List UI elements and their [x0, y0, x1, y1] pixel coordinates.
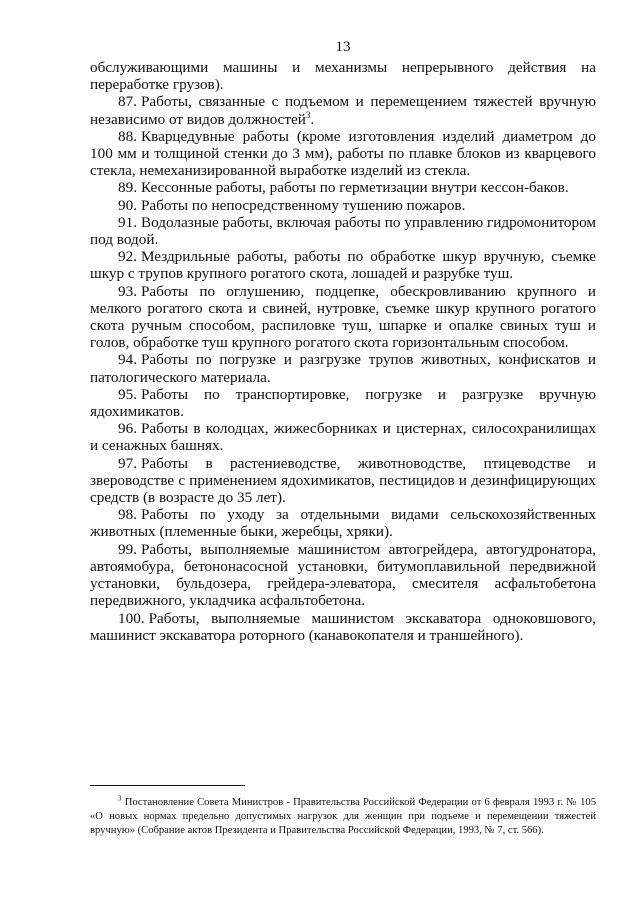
paragraph-90	[90, 197, 596, 214]
paragraph-text: Работы, выполняемые машинистом автогрейдера, автогудронатора, автоямобура, бетононасосной установки, битумоплавильной передвижной установки, бульдозера, грейдера-элеватора, смесителя асфальтобетона передвижного, укладчика асфальтобетона.	[90, 540, 596, 610]
paragraph-number: 90.	[118, 196, 137, 214]
document-body	[90, 59, 596, 644]
paragraph-text: Работы по оглушению, подцепке, обескровливанию крупного и мелкого рогатого скота и свиней, нутровке, съемке шкур крупного рогатого скота ручным способом, распиловке туш, шпарке и опалке свиных туш и голов, обработке туш крупного рогатого скота горизонтальным способом.	[90, 282, 596, 352]
paragraph-number: 87.	[118, 93, 137, 111]
paragraph-number: 97.	[118, 454, 137, 472]
paragraph-text: Работы по погрузке и разгрузке трупов животных, конфискатов и патологического материала.	[90, 351, 596, 386]
paragraph-text: Мездрильные работы, работы по обработке шкур вручную, съемке шкур с трупов крупного рогатого скота, лошадей и разрубке туш.	[90, 248, 596, 283]
paragraph-number: 100.	[118, 609, 145, 627]
paragraph-89	[90, 179, 596, 196]
paragraph-95	[90, 386, 596, 420]
paragraph-100	[90, 610, 596, 644]
paragraph-94	[90, 351, 596, 385]
paragraph-text: Работы в колодцах, жижесборниках и цистернах, силосохранилищах и сенажных башнях.	[90, 420, 596, 455]
paragraph-number: 94.	[118, 351, 137, 369]
footnote-reference: 3	[305, 109, 311, 120]
paragraph-99	[90, 541, 596, 610]
footnote-section	[90, 785, 596, 838]
paragraph-96	[90, 420, 596, 454]
paragraph-92	[90, 248, 596, 282]
paragraph-number: 91.	[118, 213, 137, 231]
footnote-separator	[90, 785, 245, 786]
paragraph-number: 96.	[118, 420, 137, 438]
page-number: 13	[335, 39, 351, 55]
paragraph-91	[90, 214, 596, 248]
footnote-text: Постановление Совета Министров - Правительства Российской Федерации от 6 февраля 1993 г. № 105 «О новых нормах предельно допустимых нагрузок для женщин при подъеме и перемещении тяжестей вручную» (Собрание актов Президента и Правительства Российской Федерации, 1993, № 7, ст. 566).	[90, 797, 596, 836]
paragraph-number: 93.	[118, 282, 137, 300]
footnote	[90, 796, 596, 838]
paragraph-text: Водолазные работы, включая работы по управлению гидромонитором под водой.	[90, 213, 596, 249]
paragraph-text: Работы, выполняемые машинистом экскаватора одноковшового, машинист экскаватора роторного (канавокопателя и траншейного).	[90, 609, 596, 644]
paragraph-98	[90, 506, 596, 540]
document-page	[90, 38, 596, 898]
paragraph-text: Работы по непосредственному тушению пожаров.	[140, 196, 466, 214]
paragraph-continuation	[90, 59, 596, 93]
paragraph-text: Работы в растениеводстве, животноводстве, птицеводстве и звероводстве с применением ядохимикатов, пестицидов и дезинфицирующих средств (в возрасте до 35 лет).	[90, 454, 596, 507]
paragraph-88	[90, 128, 596, 180]
paragraph-number: 95.	[118, 385, 137, 403]
paragraph-text: Работы, связанные с подъемом и перемещением тяжестей вручную независимо от видов должностей	[90, 93, 596, 128]
paragraph-text: Кварцедувные работы (кроме изготовления изделий диаметром до 100 мм и толщиной стенки до 3 мм), работы по плавке блоков из кварцевого стекла, немеханизированной выработке изделий из стекла.	[90, 127, 596, 180]
paragraph-number: 89.	[118, 179, 137, 197]
paragraph-text: Кессонные работы, работы по герметизации внутри кессон-баков.	[140, 179, 569, 197]
paragraph-number: 98.	[118, 506, 137, 524]
paragraph-text: Работы по уходу за отдельными видами сельскохозяйственных животных (племенные быки, жеребцы, хряки).	[90, 506, 596, 541]
paragraph-93	[90, 283, 596, 352]
paragraph-number: 88.	[118, 127, 137, 145]
paragraph-text: обслуживающими машины и механизмы непрерывного действия на переработке грузов).	[90, 59, 596, 94]
paragraph-87: 87. Работы, связанные с подъемом и перемещением тяжестей вручную независимо от видов должностей$^3$.	[90, 93, 596, 128]
footnote-marker: 3	[118, 794, 122, 803]
paragraph-number: 92.	[118, 248, 137, 266]
paragraph-97	[90, 455, 596, 507]
paragraph-text: Работы по транспортировке, погрузке и разгрузке вручную ядохимикатов.	[90, 385, 596, 421]
paragraph-number: 99.	[118, 540, 137, 558]
